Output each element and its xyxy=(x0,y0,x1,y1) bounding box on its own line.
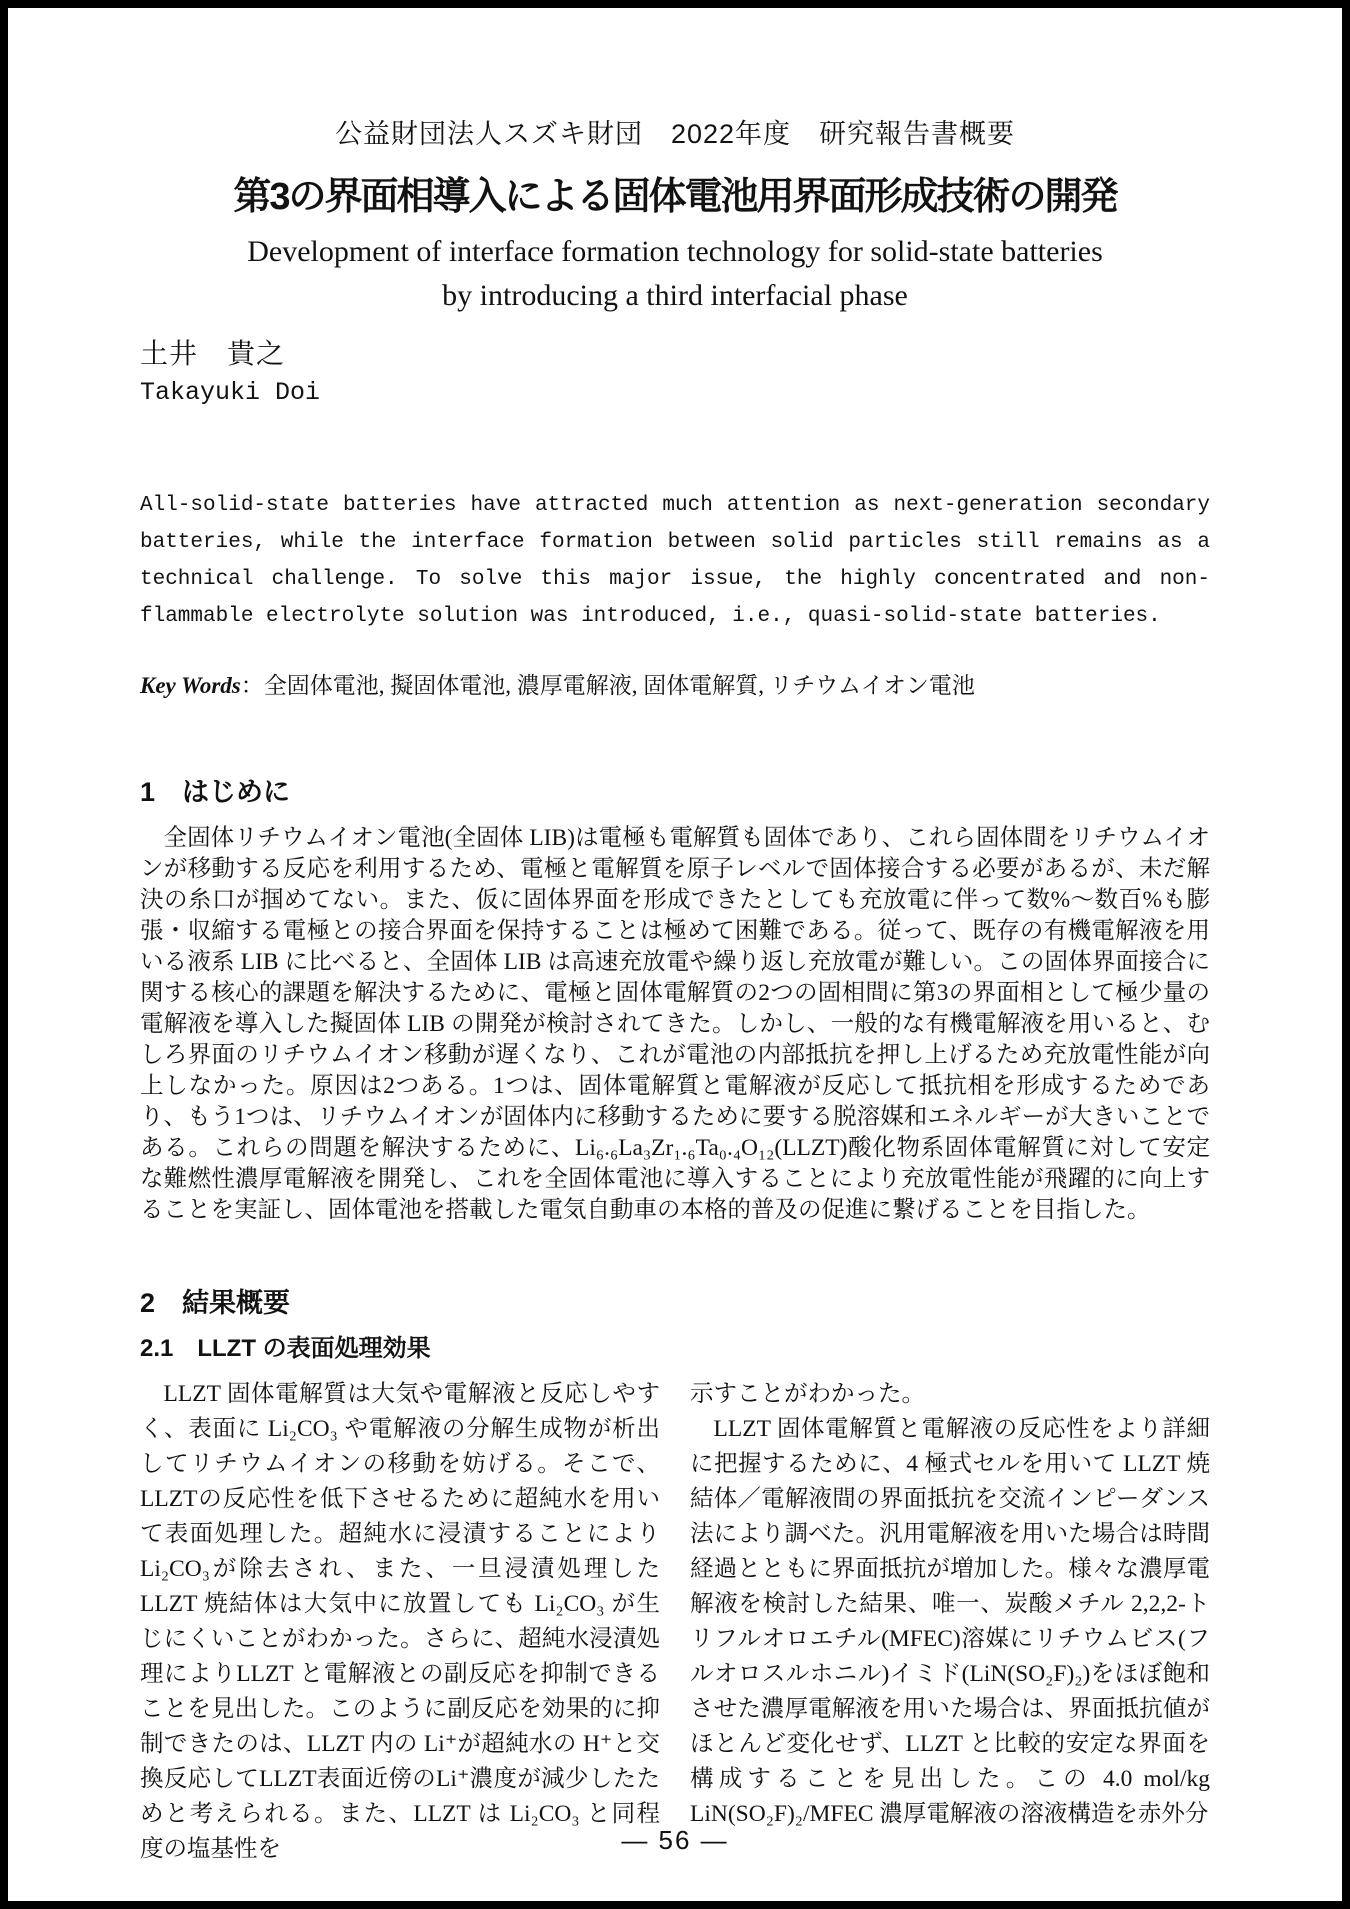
author-name-japanese: 土井 貴之 xyxy=(140,339,286,370)
left-column-paragraph: LLZT 固体電解質は大気や電解液と反応しやすく、表面に Li₂CO₃ や電解液の分解生成物が析出してリチウムイオンの移動を妨げる。そこで、LLZTの反応性を低下させるために超純水を用いて表面処理した。超純水に浸漬することにより Li₂CO₃が除去され、また、一旦浸漬処理した LLZT 焼結体は大気中に放置しても Li₂CO₃ が生じにくいことがわかった。さらに、超純水浸漬処理によりLLZT と電解液との副反応を抑制できることを見出した。このように副反応を効果的に抑制できたのは、LLZT 内の Li⁺が超純水の H⁺と交換反応してLLZT表面近傍のLi⁺濃度が減少したためと考えられる。また、LLZT は Li₂CO₃ と同程度の塩基性を xyxy=(140,1381,660,1862)
section1-heading: 1 はじめに xyxy=(140,777,291,807)
section2-heading: 2 結果概要 xyxy=(140,1288,291,1318)
author-name-romaji: Takayuki Doi xyxy=(140,378,321,407)
right-column-paragraph: LLZT 固体電解質と電解液の反応性をより詳細に把握するために、4 極式セルを用いて LLZT 焼結体／電解液間の界面抵抗を交流インピーダンス法により調べた。汎用電解液を用いた場合は時間経過とともに界面抵抗が増加した。様々な濃厚電解液を検討した結果、唯一、炭酸メチル 2,2,2-トリフルオロエチル(MFEC)溶媒にリチウムビス(フルオロスルホニル)イミド(LiN(SO₂F)₂)をほぼ飽和させた濃厚電解液を用いた場合は、界面抵抗値がほとんど変化せず、LLZT と比較的安定な界面を構成することを見出した。この 4.0 mol/kg LiN(SO₂F)₂/MFEC 濃厚電解液の溶液構造を赤外分 xyxy=(690,1416,1210,1827)
author-block xyxy=(140,332,1210,407)
keywords-line xyxy=(140,667,1210,700)
report-title-japanese: 第3の界面相導入による固体電池用界面形成技術の開発 xyxy=(233,176,1117,218)
right-column-paragraph-continuation: 示すことがわかった。 xyxy=(690,1381,925,1407)
english-abstract: All-solid-state batteries have attracted much attention as next-generation secondary batteries, while the interface formation between solid particles still remains as a technical challenge. To solve this major issue, the highly concentrated and non-flammable electrolyte solution was introduced, i.e., quasi-solid-state batteries. xyxy=(140,494,1210,628)
report-title-english xyxy=(140,230,1210,318)
keywords-label: Key Words xyxy=(140,673,241,698)
right-column xyxy=(690,1377,1210,1867)
two-column-text xyxy=(140,1377,1210,1867)
left-column xyxy=(140,1377,660,1867)
report-title-english-line2: by introducing a third interfacial phase xyxy=(442,279,908,312)
report-title-english-line1: Development of interface formation technology for solid-state batteries xyxy=(247,235,1103,268)
report-series-header: 公益財団法人スズキ財団 2022年度 研究報告書概要 xyxy=(334,119,1016,149)
page-content xyxy=(140,112,1210,1867)
section1-body-paragraph: 全固体リチウムイオン電池(全固体 LIB)は電極も電解質も固体であり、これら固体間をリチウムイオンが移動する反応を利用するため、電極と電解質を原子レベルで固体接合する必要があるが、未だ解決の糸口が掴めてない。また、仮に固体界面を形成できたとしても充放電に伴って数%～数百%も膨張・収縮する電極との接合界面を保持することは極めて困難である。従って、既存の有機電解液を用いる液系 LIB に比べると、全固体 LIB は高速充放電や繰り返し充放電が難しい。この固体界面接合に関する核心的課題を解決するために、電極と固体電解質の2つの固相間に第3の界面相として極少量の電解液を導入した擬固体 LIB の開発が検討されてきた。しかし、一般的な有機電解液を用いると、むしろ界面のリチウムイオン移動が遅くなり、これが電池の内部抵抗を押し上げるため充放電性能が向上しなかった。原因は2つある。1つは、固体電解質と電解液が反応して抵抗相を形成するためであり、もう1つは、リチウムイオンが固体内に移動するために要する脱溶媒和エネルギーが大きいことである。これらの問題を解決するために、Li₆.₆La₃Zr₁.₆Ta₀.₄O₁₂(LLZT)酸化物系固体電解質に対して安定な難燃性濃厚電解液を開発し、これを全固体電池に導入することにより充放電性能が飛躍的に向上することを実証し、固体電池を搭載した電気自動車の本格的普及の促進に繋げることを目指した。 xyxy=(140,825,1210,1223)
keywords-separator: ： xyxy=(240,673,264,698)
keywords-list: 全固体電池, 擬固体電池, 濃厚電解液, 固体電解質, リチウムイオン電池 xyxy=(263,673,975,698)
page-number: — 56 — xyxy=(621,1825,729,1855)
section2-subheading: 2.1 LLZT の表面処理効果 xyxy=(140,1335,431,1362)
